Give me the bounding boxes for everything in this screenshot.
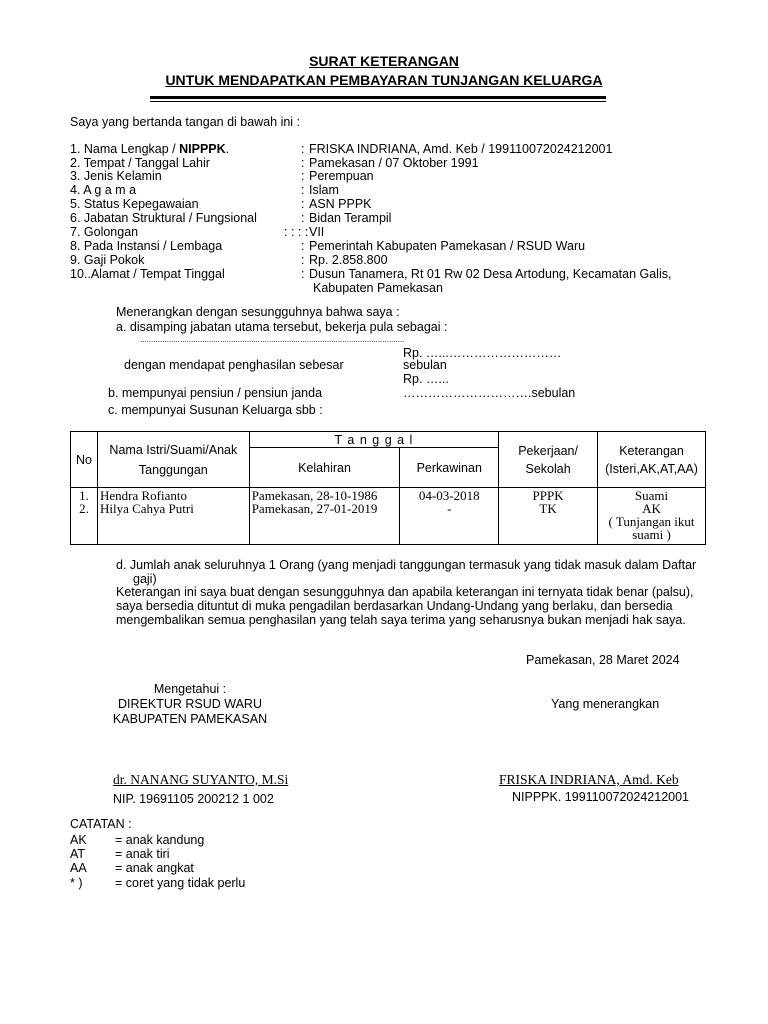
notes-title: CATATAN : xyxy=(70,817,132,831)
field-label: 2. Tempat / Tanggal Lahir xyxy=(70,156,210,170)
statement-b-value: ………………………….sebulan xyxy=(403,386,576,400)
statement-a: a. disamping jabatan utama tersebut, bekerja pula sebagai : xyxy=(116,320,448,334)
left-signer-id: NIP. 19691105 200212 1 002 xyxy=(113,792,274,806)
field-label: 1. Nama Lengkap / NIPPPK. xyxy=(70,142,230,156)
header-no: No xyxy=(71,432,98,488)
field-sep: : xyxy=(301,239,305,253)
statement-b: b. mempunyai pensiun / pensiun janda xyxy=(108,386,323,400)
statement-d: d. Jumlah anak seluruhnya 1 Orang (yang menjadi tanggungan termasuk yang tidak masuk dalam Daftar xyxy=(116,558,697,572)
field-sep: : : : : xyxy=(284,225,309,239)
paragraph-line: Keterangan ini saya buat dengan sesungguhnya dan apabila keterangan ini ternyata tidak benar (palsu), xyxy=(116,585,694,599)
field-value: Dusun Tanamera, Rt 01 Rw 02 Desa Artodung, Kecamatan Galis, xyxy=(309,267,672,281)
document-title: SURAT KETERANGAN xyxy=(309,53,459,69)
header-kelahiran: Kelahiran xyxy=(249,448,400,488)
title-rule-thick xyxy=(150,96,606,99)
intro-text: Saya yang bertanda tangan di bawah ini : xyxy=(70,115,301,129)
name-cell: Hendra Rofianto Hilya Cahya Putri xyxy=(97,488,249,545)
title-rule-thin xyxy=(150,101,606,102)
field-sep: : xyxy=(301,169,305,183)
field-label: 6. Jabatan Struktural / Fungsional xyxy=(70,211,257,225)
note-code: AK xyxy=(70,833,87,847)
paragraph-line: mengembalikan semua penghasilan yang telah saya terima yang seharusnya bukan menjadi hak saya. xyxy=(116,613,686,627)
table-row xyxy=(71,488,706,545)
field-sep: : xyxy=(301,183,305,197)
field-value: Pamekasan / 07 Oktober 1991 xyxy=(309,156,479,170)
note-code: AA xyxy=(70,861,87,875)
field-label: 7. Golongan xyxy=(70,225,139,239)
field-value: Islam xyxy=(309,183,339,197)
header-keterangan: Keterangan (Isteri,AK,AT,AA) xyxy=(598,432,706,488)
statement-intro: Menerangkan dengan sesungguhnya bahwa saya : xyxy=(116,305,400,319)
note-desc: = anak angkat xyxy=(115,861,194,875)
field-label: 4. A g a m a xyxy=(70,183,137,197)
header-tanggal: T a n g g a l xyxy=(249,432,498,448)
field-value: FRISKA INDRIANA, Amd. Keb / 199110072024212001 xyxy=(309,142,613,156)
rp-line-2: Rp. …... xyxy=(403,372,449,386)
field-value: Rp. 2.858.800 xyxy=(309,253,388,267)
document-subtitle: UNTUK MENDAPATKAN PEMBAYARAN TUNJANGAN KELUARGA xyxy=(165,72,603,88)
field-value: Perempuan xyxy=(309,169,374,183)
note-desc: = coret yang tidak perlu xyxy=(115,876,246,890)
field-sep: : xyxy=(301,142,305,156)
field-label: 8. Pada Instansi / Lembaga xyxy=(70,239,223,253)
field-label: 10..Alamat / Tempat Tinggal xyxy=(70,267,225,281)
paragraph-line: saya bersedia dituntut di muka pengadilan berdasarkan Undang-Undang yang berlaku, dan bersedia xyxy=(116,599,673,613)
field-sep: : xyxy=(301,211,305,225)
right-signer-name: FRISKA INDRIANA, Amd. Keb xyxy=(499,772,679,787)
keterangan-cell: Suami AK ( Tunjangan ikut suami ) xyxy=(598,488,706,545)
note-code: AT xyxy=(70,847,86,861)
field-sep: : xyxy=(301,156,305,170)
field-value-cont: Kabupaten Pamekasan xyxy=(313,281,443,295)
note-code: * ) xyxy=(70,876,83,890)
header-perkawinan: Perkawinan xyxy=(400,448,499,488)
field-value: ASN PPPK xyxy=(309,197,372,211)
no-cell: 1. 2. xyxy=(71,488,98,545)
field-sep: : xyxy=(301,253,305,267)
income-label: dengan mendapat penghasilan sebesar xyxy=(124,358,344,372)
family-table xyxy=(70,431,706,545)
note-desc: = anak tiri xyxy=(115,847,170,861)
field-value: Pemerintah Kabupaten Pamekasan / RSUD Waru xyxy=(309,239,586,253)
statement-a-dots: ....................................................................................................................... xyxy=(140,335,405,344)
field-value: VII xyxy=(309,225,325,239)
header-name: Nama Istri/Suami/Anak Tanggungan xyxy=(97,432,249,488)
field-sep: : xyxy=(301,197,305,211)
statement-d-cont: gaji) xyxy=(133,572,157,586)
field-label: 5. Status Kepegawaian xyxy=(70,197,199,211)
right-sig-header: Yang menerangkan xyxy=(551,697,660,711)
field-label: 9. Gaji Pokok xyxy=(70,253,145,267)
statement-c: c. mempunyai Susunan Keluarga sbb : xyxy=(108,403,323,417)
place-date: Pamekasan, 28 Maret 2024 xyxy=(526,653,680,667)
left-sig-header: Mengetahui : DIREKTUR RSUD WARU KABUPATEN PAMEKASAN xyxy=(112,682,268,726)
sebulan-label: sebulan xyxy=(403,358,447,372)
field-sep: : xyxy=(301,267,305,281)
kelahiran-cell: Pamekasan, 28-10-1986 Pamekasan, 27-01-2019 xyxy=(249,488,400,545)
right-signer-id: NIPPPK. 199110072024212001 xyxy=(512,790,690,804)
header-pekerjaan: Pekerjaan/ Sekolah xyxy=(499,432,598,488)
rp-line-1: Rp. …...……………………… xyxy=(403,346,562,360)
perkawinan-cell: 04-03-2018 - xyxy=(400,488,499,545)
field-label: 3. Jenis Kelamin xyxy=(70,169,162,183)
pekerjaan-cell: PPPK TK xyxy=(499,488,598,545)
field-value: Bidan Terampil xyxy=(309,211,392,225)
left-signer-name: dr. NANANG SUYANTO, M.Si xyxy=(113,772,289,787)
note-desc: = anak kandung xyxy=(115,833,205,847)
